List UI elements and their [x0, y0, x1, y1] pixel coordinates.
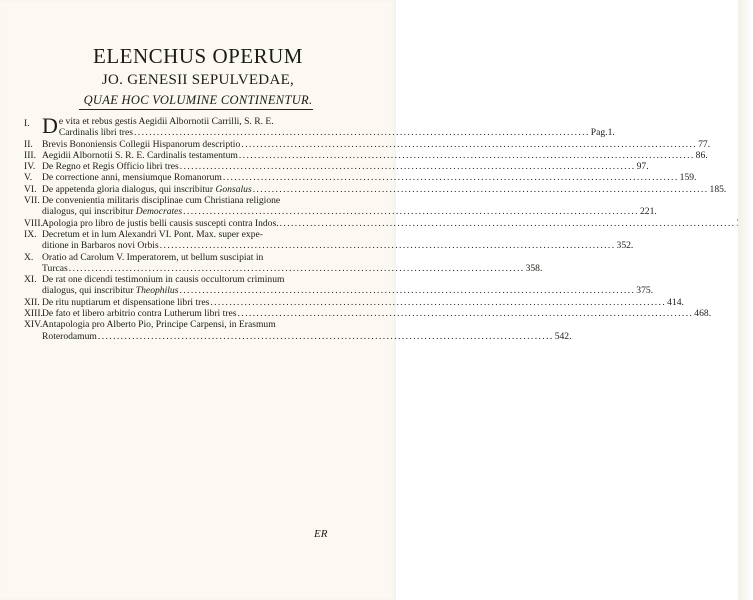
toc-entry-number: IV.: [24, 161, 36, 173]
toc-line-text: De ritu nuptiarum et dispensatione libri tres: [42, 296, 210, 308]
leader-dots: ........................................................................................................................: [68, 262, 525, 274]
page-title: ELENCHUS OPERUM: [93, 44, 303, 68]
toc-line-text: Oratio ad Carolum V. Imperatorem, ut bellum suscipiat in: [42, 251, 264, 263]
toc-line: [58, 127, 615, 139]
toc-entry-number: VIII.: [24, 217, 43, 229]
leader-dots: ........................................................................................................................: [183, 206, 639, 218]
toc-line-text: De rat one dicendi testimonium in causis occultorum criminum: [42, 274, 285, 286]
toc-line: [42, 331, 572, 342]
toc-line-text: Apologia pro libro de justis belli causis suscepti contra Indos.: [42, 217, 279, 229]
toc-line-text: dialogus, qui inscribitur Democrates: [42, 206, 183, 218]
toc-entry: [24, 149, 708, 161]
author-line: JO. GENESII SEPULVEDAE,: [101, 72, 295, 88]
heading-rule: [79, 109, 313, 110]
toc-entry-body: [42, 139, 710, 150]
toc-entry-body: [42, 161, 649, 172]
toc-entry: [24, 183, 727, 195]
drop-cap: D: [42, 113, 58, 138]
toc-entry-body: [42, 184, 726, 195]
toc-entry: [24, 296, 684, 308]
page-number: 97.: [636, 161, 649, 173]
toc-entry: [24, 138, 711, 150]
toc-entry-number: IX.: [24, 228, 37, 240]
toc-line: [42, 240, 633, 251]
toc-entry: [24, 195, 657, 218]
toc-entry-number: II.: [24, 138, 33, 150]
toc-line-text: Decretum et in lum Alexandri VI. Pont. Max. super expe-: [42, 228, 263, 240]
toc-line: [42, 218, 753, 229]
leader-dots: ........................................................................................................................: [159, 240, 616, 252]
toc-entry: [24, 251, 543, 275]
toc-line: [42, 285, 653, 296]
toc-entry-body: [42, 274, 653, 297]
leader-dots: ........................................................................................................................: [179, 285, 636, 297]
toc-line: [42, 308, 711, 319]
page-number: 77.: [698, 138, 711, 150]
catchword: ER: [314, 528, 328, 540]
leader-dots: ........................................................................................................................: [210, 296, 667, 308]
toc-entry: [24, 217, 736, 229]
toc-line: [42, 150, 708, 161]
toc-line: [42, 263, 542, 274]
leader-dots: ........................................................................................................................: [133, 127, 590, 139]
toc-line-text: Brevis Bononiensis Collegii Hispanorum descriptio: [42, 138, 241, 150]
toc-entry-number: III.: [24, 149, 36, 161]
toc-line: [42, 139, 710, 150]
toc-entry-body: [42, 172, 696, 183]
toc-line: [42, 206, 657, 217]
toc-entry-number: XIV.: [24, 319, 43, 331]
page-number: 86.: [695, 149, 708, 161]
toc-line-text: Cardinalis libri tres: [58, 127, 133, 139]
toc-line: [42, 195, 657, 206]
toc-entry: [24, 161, 649, 173]
toc-line-text: e vita et rebus gestis Aegidii Albornotii Carrilli, S. R. E.: [58, 116, 274, 127]
toc-entry-body: [42, 113, 615, 139]
toc-line-text: ditione in Barbaros novi Orbis: [42, 240, 159, 252]
toc-entry-number: VII.: [24, 195, 40, 207]
toc-line-text: De appetenda gloria dialogus, qui inscribitur Gonsalus: [42, 183, 252, 195]
toc-entry-number: XIII.: [24, 308, 43, 320]
toc-line: [42, 172, 696, 183]
toc-entry-body: [42, 229, 633, 252]
toc-line-text: Roterodamum: [42, 330, 97, 342]
page-number: 542.: [554, 330, 572, 342]
leader-dots: ........................................................................................................................: [279, 217, 736, 229]
page-number: 375.: [636, 285, 654, 297]
page-number: 414.: [667, 296, 684, 308]
toc-entry: [24, 274, 654, 297]
table-of-contents: [24, 113, 736, 342]
leader-dots: ........................................................................................................................: [252, 183, 709, 195]
toc-entry: [24, 319, 572, 342]
toc-entry-body: [42, 252, 542, 275]
toc-line-text: De correctione anni, mensiumque Romanorum: [42, 172, 222, 184]
contents-heading: QUAE HOC VOLUMINE CONTINENTUR.: [83, 93, 313, 107]
toc-entry-body: [42, 218, 753, 229]
toc-line: [42, 229, 633, 240]
toc-line-text: dialogus, qui inscribitur Theophilus: [42, 285, 179, 297]
toc-entry: [24, 308, 712, 320]
toc-entry-body: [42, 150, 708, 161]
toc-entry-number: XII.: [24, 296, 40, 308]
toc-entry-number: X.: [24, 251, 34, 263]
toc-entry-body: [42, 297, 684, 308]
toc-line: [59, 116, 598, 127]
toc-line-text: Aegidii Albornotii S. R. E. Cardinalis testamentum: [42, 149, 238, 161]
toc-entry: [24, 172, 697, 184]
page-number: 358.: [525, 262, 543, 274]
page-edge: [738, 0, 753, 600]
toc-entry-body: [42, 308, 711, 319]
page-number: 352.: [616, 240, 634, 252]
toc-line: [42, 161, 649, 172]
page-number: 159.: [679, 172, 697, 184]
page-number: 468.: [694, 308, 712, 320]
toc-entry: [24, 113, 615, 139]
toc-line: [42, 319, 572, 330]
toc-line: [42, 184, 726, 195]
toc-entry-body: [42, 195, 657, 218]
leader-dots: ........................................................................................................................: [97, 330, 554, 342]
toc-entry-number: VI.: [24, 183, 37, 195]
toc-line: [42, 274, 653, 285]
toc-line: [42, 297, 684, 308]
leader-dots: ........................................................................................................................: [222, 172, 679, 184]
leader-dots: ........................................................................................................................: [241, 138, 698, 150]
toc-entry-body: [42, 319, 572, 342]
toc-entry-number: V.: [24, 172, 33, 184]
toc-line-text: Turcas: [42, 262, 68, 274]
page-number: 185.: [709, 183, 727, 195]
toc-entry-number: I.: [24, 118, 30, 129]
leader-dots: ........................................................................................................................: [179, 161, 636, 173]
toc-entry-number: XI.: [24, 274, 37, 286]
page-number: 221.: [639, 206, 657, 218]
toc-line-text: De fato et libero arbitrio contra Lutherum libri tres: [42, 308, 237, 320]
toc-entry: [24, 228, 634, 252]
toc-line: [42, 252, 542, 263]
leader-dots: ........................................................................................................................: [237, 308, 694, 320]
toc-line-text: De convenientia militaris disciplinae cum Christiana religione: [42, 195, 281, 207]
toc-line-text: De Regno et Regis Officio libri tres: [42, 161, 179, 173]
leader-dots: ........................................................................................................................: [238, 149, 695, 161]
toc-line-text: Antapologia pro Alberto Pio, Principe Carpensi, in Erasmum: [42, 319, 276, 331]
page-number: Pag.1.: [590, 127, 615, 139]
